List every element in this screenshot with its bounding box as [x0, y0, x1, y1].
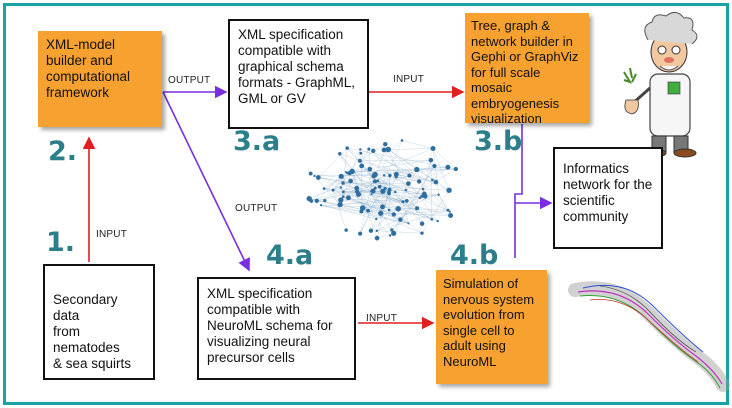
- worm-neural-model: [575, 285, 723, 388]
- step-number-3a: 3.a: [233, 126, 281, 157]
- label-input-3: INPUT: [393, 74, 424, 85]
- step-number-3b: 3.b: [474, 126, 523, 157]
- xml-spec-neuroml-box: XML specification compatible with NeuroML schema for visualizing neural precursor cells: [197, 277, 356, 380]
- label-input-1: INPUT: [96, 229, 127, 240]
- label-input-4: INPUT: [366, 313, 397, 324]
- network-graph: [307, 139, 459, 240]
- step-number-4b: 4.b: [450, 240, 499, 271]
- tree-graph-builder-box: Tree, graph & network builder in Gephi or GraphViz for full scale mosaic embryogenesis visualization: [465, 13, 589, 123]
- informatics-network-box: Informatics network for the scientific community: [553, 147, 663, 249]
- step-number-2: 2.: [48, 136, 78, 167]
- step-number-1: 1.: [46, 227, 76, 258]
- xml-model-builder-box: XML-model builder and computational framework: [38, 31, 162, 127]
- step-number-4a: 4.a: [266, 240, 314, 271]
- label-output-top: OUTPUT: [168, 75, 211, 86]
- scientist-cartoon: [624, 12, 697, 157]
- secondary-data-box: Secondary data from nematodes & sea squirts: [43, 264, 155, 380]
- simulation-box: Simulation of nervous system evolution from single cell to adult using NeuroML: [436, 270, 547, 384]
- xml-spec-graphml-box: XML specification compatible with graphical schema formats - GraphML, GML or GV: [228, 19, 369, 129]
- label-output-mid: OUTPUT: [235, 203, 278, 214]
